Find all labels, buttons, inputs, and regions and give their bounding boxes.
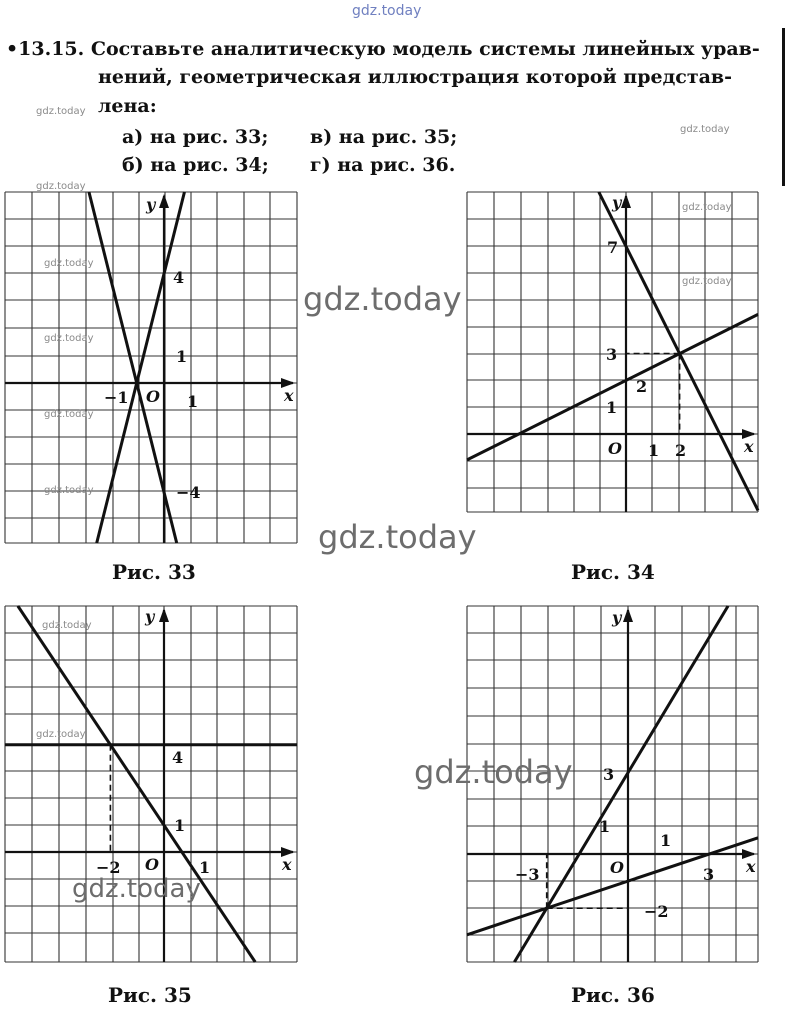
y-axis-label: y [146,195,156,214]
tick-label: −4 [176,483,201,502]
tick-label: 1 [606,398,618,417]
watermark-small: gdz.today [44,485,94,496]
y-axis-label: y [145,607,155,626]
task-number: •13.15. [6,38,85,60]
tick-label: 2 [636,377,648,396]
origin-label: O [608,439,622,458]
tick-label: 3 [703,865,715,884]
watermark-small: gdz.today [680,124,730,135]
y-axis-label: y [612,193,622,212]
caption-figure-35: Рис. 35 [108,983,192,1007]
tick-label: −1 [104,388,129,407]
task-text-line-3: лена: [98,95,157,117]
watermark-small: gdz.today [36,106,86,117]
tick-label: 1 [648,441,660,460]
tick-label: 1 [199,858,211,877]
tick-label: −3 [515,865,540,884]
option-d: г) на рис. 36. [310,154,456,176]
option-c: в) на рис. 35; [310,126,458,148]
tick-label: 4 [172,748,184,767]
x-axis-label: x [744,437,754,456]
tick-label: 2 [675,441,687,460]
watermark-large: gdz.today [303,280,462,318]
watermark-small: gdz.today [44,258,94,269]
watermark-small: gdz.today [36,181,86,192]
watermark-small: gdz.today [682,202,732,213]
tick-label: 1 [599,817,611,836]
tick-label: −2 [644,902,669,921]
watermark-small: gdz.today [682,276,732,287]
tick-label: 1 [660,831,672,850]
watermark-large: gdz.today [414,753,573,791]
option-a: а) на рис. 33; [122,126,269,148]
y-axis-label: y [612,608,622,627]
tick-label: 3 [606,345,618,364]
caption-figure-36: Рис. 36 [571,983,655,1007]
watermark-small: gdz.today [36,729,86,740]
tick-label: 1 [174,816,186,835]
x-axis-label: x [746,857,756,876]
tick-label: 7 [607,238,619,257]
tick-label: 3 [603,765,615,784]
task-text-line-2: нений, геометрическая иллюстрация которой представ- [98,66,732,88]
watermark-top: gdz.today [352,3,422,19]
caption-figure-33: Рис. 33 [112,560,196,584]
x-axis-label: x [282,855,292,874]
tick-label: 1 [187,392,199,411]
graph-line [467,838,758,935]
task-text-line-1: Составьте аналитическую модель системы линейных урав- [90,38,760,60]
origin-label: O [610,858,624,877]
y-axis-arrow [623,608,633,622]
watermark-large: gdz.today [72,874,201,904]
tick-label: 1 [176,347,188,366]
watermark-large: gdz.today [318,518,477,556]
caption-figure-34: Рис. 34 [571,560,655,584]
tick-label: 4 [173,268,185,287]
x-axis-label: x [284,386,294,405]
origin-label: O [146,387,160,406]
watermark-small: gdz.today [44,333,94,344]
watermark-small: gdz.today [44,409,94,420]
watermark-small: gdz.today [42,620,92,631]
option-b: б) на рис. 34; [122,154,269,176]
tick-label: −2 [96,858,121,877]
origin-label: O [145,855,159,874]
